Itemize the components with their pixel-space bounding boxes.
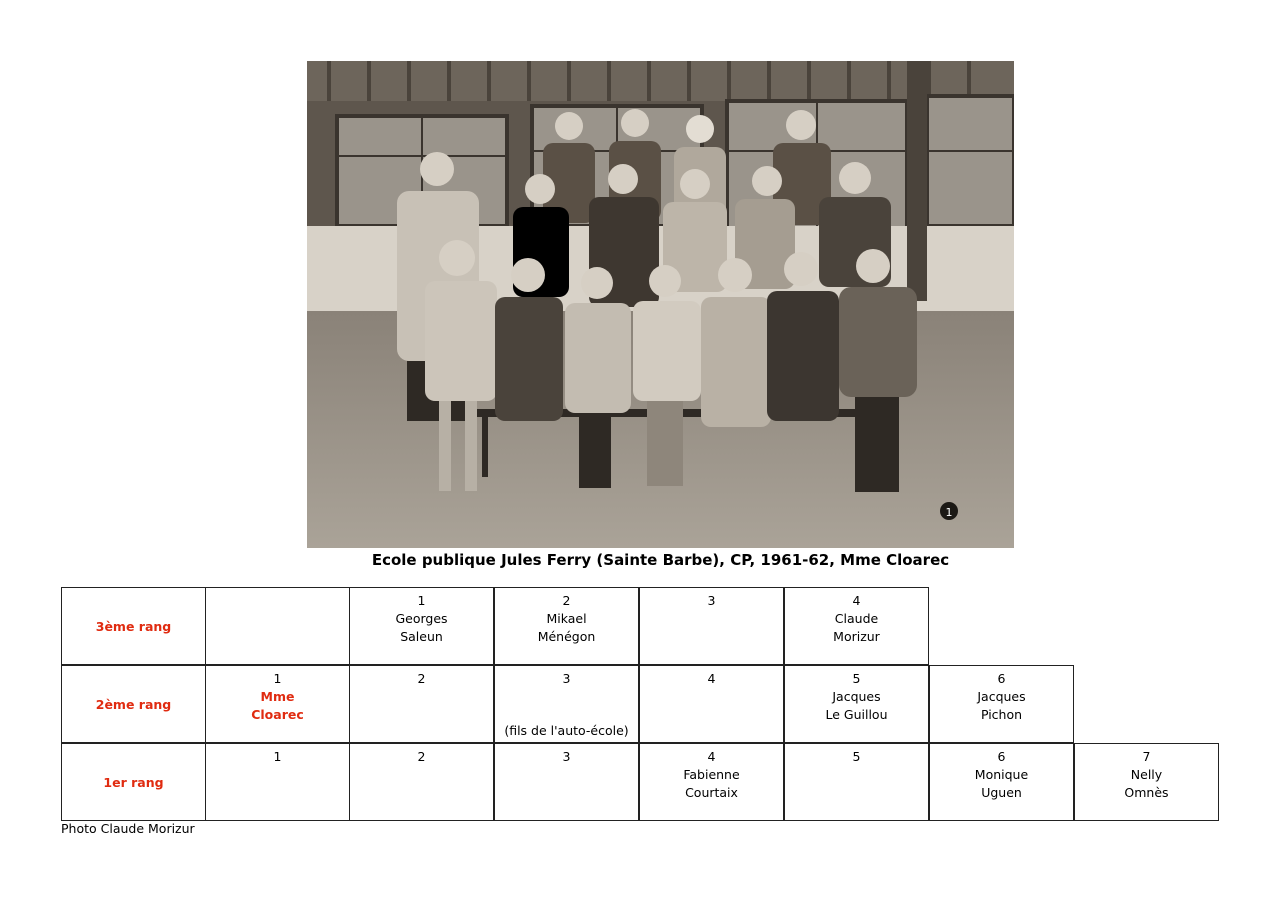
cell-number: 3 [562,749,571,764]
table-cell [494,587,639,665]
cell-number: 4 [707,671,716,686]
cell-last-name: Le Guillou [825,707,888,722]
cell-number: 2 [562,593,571,608]
cell-last-name: Saleun [400,629,443,644]
cell-first-name: Mikael [546,611,587,626]
cell-last-name: Pichon [980,707,1023,722]
cell-number: 5 [852,671,861,686]
cell-last-name: Cloarec [251,707,304,722]
cell-number: 4 [707,749,716,764]
cell-first-name: Monique [974,767,1029,782]
table-cell [929,743,1074,821]
cell-note: (fils de l'auto-école) [504,723,629,738]
table-cell [639,665,784,743]
row-label: 3ème rang [61,587,206,665]
cell-number: 6 [997,749,1006,764]
cell-first-name: Mme [260,689,295,704]
cell-last-name: Uguen [981,785,1022,800]
class-photo-image [307,61,1014,548]
cell-last-name: Ménégon [537,629,596,644]
table-cell [639,743,784,821]
table-cell [494,743,639,821]
table-cell [929,665,1074,743]
table-cell [205,665,350,743]
photo-number-tag: 1 [945,506,953,519]
cell-first-name: Fabienne [683,767,740,782]
table-cell [494,665,639,743]
cell-number: 3 [707,593,716,608]
photo-caption: Ecole publique Jules Ferry (Sainte Barbe), CP, 1961-62, Mme Cloarec [371,551,950,569]
table-cell [784,587,929,665]
table-cell [1074,743,1219,821]
cell-first-name: Nelly [1130,767,1163,782]
cell-number: 1 [273,749,282,764]
cell-number: 3 [562,671,571,686]
table-cell [205,587,350,665]
cell-last-name: Omnès [1124,785,1169,800]
cell-last-name: Morizur [833,629,880,644]
photo-credit: Photo Claude Morizur [61,821,195,836]
table-cell [349,743,494,821]
cell-number: 7 [1142,749,1151,764]
cell-first-name: Jacques [832,689,881,704]
table-cell [205,743,350,821]
cell-number: 1 [417,593,426,608]
cell-number: 6 [997,671,1006,686]
cell-number: 2 [417,749,426,764]
cell-number: 1 [273,671,282,686]
cell-first-name: Jacques [977,689,1026,704]
cell-first-name: Claude [834,611,879,626]
cell-number: 2 [417,671,426,686]
table-cell [784,665,929,743]
cell-number: 5 [852,749,861,764]
table-cell [639,587,784,665]
class-photo [307,61,1014,548]
table-cell [349,665,494,743]
cell-last-name: Courtaix [685,785,738,800]
cell-number: 4 [852,593,861,608]
table-cell [349,587,494,665]
table-cell [784,743,929,821]
row-label: 1er rang [61,743,206,821]
row-label: 2ème rang [61,665,206,743]
cell-first-name: Georges [395,611,448,626]
